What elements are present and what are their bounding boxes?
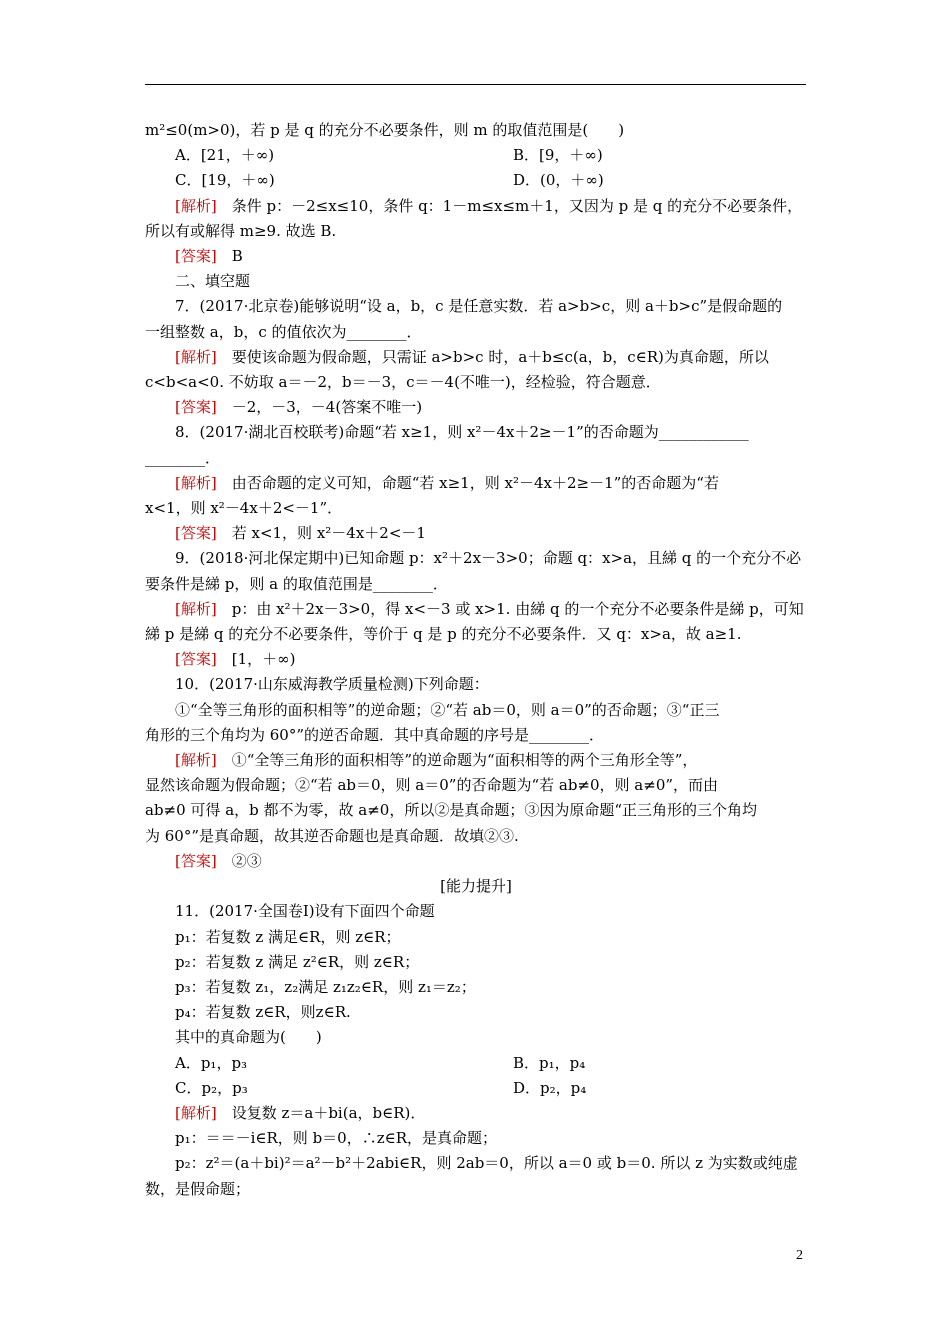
line-text: 8．(2017·湖北百校联考)命题“若 x≥1，则 x²－4x＋2≥－1”的否命题为____________ xyxy=(175,423,749,442)
line-text: [1，＋∞) xyxy=(216,650,296,669)
text-line xyxy=(145,1177,807,1202)
option-label: A．[21，＋∞) xyxy=(175,146,275,165)
line-text: p₃：若复数 z₁，z₂满足 z₁z₂∈R，则 z₁＝z₂； xyxy=(175,977,476,996)
line-text: m²≤0(m>0)，若 p 是 q 的充分不必要条件，则 m 的取值范围是( ) xyxy=(145,121,625,139)
text-line xyxy=(145,723,807,748)
text-line xyxy=(145,370,807,395)
text-line xyxy=(145,672,807,697)
text-line xyxy=(145,647,807,672)
text-line xyxy=(145,294,807,319)
text-line xyxy=(145,1126,807,1151)
text-line xyxy=(145,572,807,597)
text-line xyxy=(145,496,807,521)
options-row xyxy=(145,1051,807,1076)
options-row xyxy=(145,1076,807,1101)
text-line xyxy=(145,269,807,294)
line-text: 若 x<1，则 x²－4x＋2<－1 xyxy=(216,524,426,543)
line-text: ab≠0 可得 a，b 都不为零，故 a≠0，所以②是真命题；③因为原命题“正三角形的三个角均 xyxy=(145,801,758,820)
text-line xyxy=(145,219,807,244)
text-line xyxy=(145,1151,807,1176)
text-line xyxy=(145,597,807,622)
answer-tag: [答案] xyxy=(175,398,217,417)
text-line xyxy=(145,622,807,647)
answer-tag: [解析] xyxy=(175,196,217,215)
text-line xyxy=(145,824,807,849)
line-text: B xyxy=(216,247,243,266)
text-line xyxy=(145,849,807,874)
options-row xyxy=(145,143,807,168)
answer-tag: [解析] xyxy=(175,599,217,618)
line-text: p：由 x²＋2x－3>0，得 x<－3 或 x>1. 由綈 q 的一个充分不必要条件是綈 p，可知 xyxy=(216,599,804,618)
line-text: c<b<a<0. 不妨取 a＝－2，b＝－3，c＝－4(不唯一)，经检验，符合题意． xyxy=(145,373,661,392)
line-text: 设复数 z＝a＋bi(a，b∈R)． xyxy=(216,1103,426,1122)
answer-tag: [答案] xyxy=(175,851,217,870)
line-text: 二、填空题 xyxy=(175,272,251,291)
text-line xyxy=(145,899,807,924)
option-label: A．p₁，p₃ xyxy=(175,1053,248,1072)
line-text: 7．(2017·北京卷)能够说明“设 a，b，c 是任意实数．若 a>b>c，则 a＋b>c”是假命题的 xyxy=(175,297,783,316)
text-line xyxy=(145,395,807,420)
line-text: p₂：若复数 z 满足 z²∈R，则 z∈R； xyxy=(175,952,420,971)
line-text: p₄：若复数 z∈R，则z∈R. xyxy=(175,1003,351,1022)
text-line xyxy=(145,1025,807,1050)
page-number: 2 xyxy=(796,1248,803,1263)
line-text: [能力提升] xyxy=(440,877,512,896)
line-text: 由否命题的定义可知，命题“若 x≥1，则 x²－4x＋2≥－1”的否命题为“若 xyxy=(216,473,719,492)
text-line xyxy=(145,471,807,496)
answer-tag: [答案] xyxy=(175,524,217,543)
text-line xyxy=(145,975,807,1000)
line-text: ②③ xyxy=(216,851,262,870)
text-line xyxy=(145,748,807,773)
line-text: 所以有或解得 m≥9. 故选 B. xyxy=(145,221,337,240)
line-text: 要使该命题为假命题，只需证 a>b>c 时，a＋b≤c(a，b，c∈R)为真命题，所以 xyxy=(216,347,769,366)
option-label: B．[9，＋∞) xyxy=(513,146,603,165)
text-line xyxy=(145,1000,807,1025)
line-text: p₂：z²＝(a＋bi)²＝a²－b²＋2abi∈R，则 2ab＝0，所以 a＝0 或 b＝0. 所以 z 为实数或纯虚 xyxy=(175,1154,798,1173)
answer-tag: [答案] xyxy=(175,650,217,669)
line-text: －2，－3，－4(答案不唯一) xyxy=(216,398,423,417)
answer-tag: [解析] xyxy=(175,473,217,492)
text-line xyxy=(145,118,807,143)
line-text: 綈 p 是綈 q 的充分不必要条件，等价于 q 是 p 的充分不必要条件．又 q：x>a，故 a≥1. xyxy=(145,625,742,644)
answer-tag: [解析] xyxy=(175,751,217,770)
answer-tag: [解析] xyxy=(175,347,217,366)
text-line xyxy=(145,345,807,370)
line-text: 其中的真命题为( ) xyxy=(175,1028,322,1047)
text-line xyxy=(145,546,807,571)
options-row xyxy=(145,168,807,193)
header-rule xyxy=(145,84,806,85)
answer-tag: [解析] xyxy=(175,1103,217,1122)
text-line xyxy=(145,446,807,471)
line-text: 显然该命题为假命题；②“若 ab＝0，则 a＝0”的否命题为“若 ab≠0，则 a≠0”，而由 xyxy=(145,776,719,795)
line-text: 9．(2018·河北保定期中)已知命题 p：x²＋2x－3>0；命题 q：x>a，且綈 q 的一个充分不必 xyxy=(175,549,802,568)
option-label: C．[19，＋∞) xyxy=(175,171,275,190)
line-text: 为 60°”是真命题，故其逆否命题也是真命题．故填②③. xyxy=(145,826,519,845)
line-text: 一组整数 a，b，c 的值依次为________． xyxy=(145,322,422,341)
line-text: p₁：若复数 z 满足∈R，则 z∈R； xyxy=(175,927,401,946)
line-text: 条件 p：－2≤x≤10，条件 q：1－m≤x≤m＋1，又因为 p 是 q 的充分不必要条件， xyxy=(216,196,803,215)
section-heading xyxy=(145,874,807,899)
text-line xyxy=(145,244,807,269)
line-text: ①“全等三角形的面积相等”的逆命题为“面积相等的两个三角形全等”， xyxy=(216,751,698,770)
line-text: 11．(2017·全国卷Ⅰ)设有下面四个命题 xyxy=(175,902,435,921)
text-line xyxy=(145,320,807,345)
text-line xyxy=(145,194,807,219)
page-body xyxy=(145,118,807,1202)
line-text: 角形的三个角均为 60°”的逆否命题．其中真命题的序号是________． xyxy=(145,725,605,744)
line-text: 数，是假命题； xyxy=(145,1179,251,1198)
option-label: C．p₂，p₃ xyxy=(175,1078,248,1097)
text-line xyxy=(145,1101,807,1126)
option-label: D．(0，＋∞) xyxy=(513,171,604,190)
line-text: ________． xyxy=(145,448,221,467)
line-text: x<1，则 x²－4x＋2<－1”． xyxy=(145,499,343,518)
text-line xyxy=(145,798,807,823)
line-text: ①“全等三角形的面积相等”的逆命题；②“若 ab＝0，则 a＝0”的否命题；③“正三 xyxy=(175,700,720,719)
answer-tag: [答案] xyxy=(175,247,217,266)
option-label: D．p₂，p₄ xyxy=(513,1078,587,1097)
text-line xyxy=(145,925,807,950)
text-line xyxy=(145,521,807,546)
text-line xyxy=(145,698,807,723)
text-line xyxy=(145,420,807,445)
line-text: 10．(2017·山东威海教学质量检测)下列命题： xyxy=(175,675,489,694)
line-text: 要条件是綈 p，则 a 的取值范围是________． xyxy=(145,574,448,593)
option-label: B．p₁，p₄ xyxy=(513,1053,586,1072)
text-line xyxy=(145,950,807,975)
text-line xyxy=(145,773,807,798)
line-text: p₁：＝＝－i∈R，则 b＝0，∴z∈R，是真命题； xyxy=(175,1129,498,1148)
